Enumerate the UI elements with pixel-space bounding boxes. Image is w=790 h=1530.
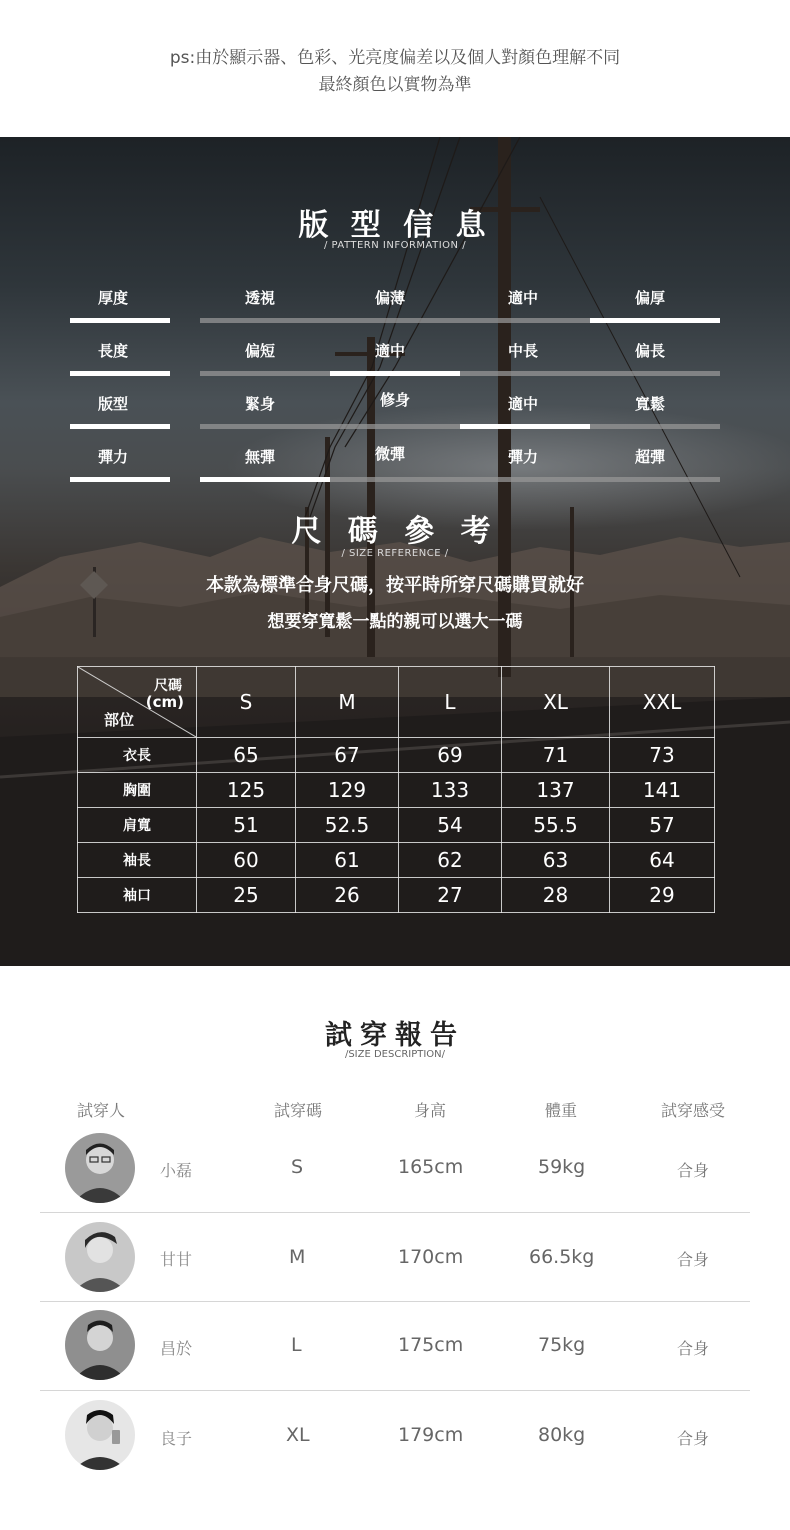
size-value-cell: 65 [197, 738, 296, 773]
size-value-cell: 29 [610, 878, 715, 913]
tester-name: 小磊 [160, 1161, 193, 1180]
pattern-option: 修身 [379, 391, 410, 409]
tester-height: 175cm [398, 1334, 464, 1356]
size-value-cell: 141 [610, 773, 715, 808]
pattern-option: 超彈 [634, 448, 665, 466]
size-table-row [78, 878, 715, 913]
size-header-cell: M [296, 667, 399, 738]
pattern-label-bar [70, 424, 170, 429]
pattern-option: 無彈 [244, 448, 275, 466]
color-disclaimer-line2: 最終顏色以實物為準 [318, 75, 472, 95]
color-disclaimer-line1: ps:由於顯示器、色彩、光亮度偏差以及個人對顏色理解不同 [169, 48, 621, 68]
avatar [65, 1310, 135, 1380]
size-part-cell: 衣長 [78, 738, 197, 773]
pattern-selected-segment [590, 318, 720, 323]
tester-name: 良子 [160, 1429, 193, 1448]
corner-unit-label: (cm) [145, 693, 184, 711]
size-value-cell: 52.5 [296, 808, 399, 843]
pattern-row-label: 版型 [98, 395, 129, 413]
corner-size-label: 尺碼 [154, 678, 182, 694]
pattern-option: 適中 [507, 395, 538, 413]
tester-size: M [289, 1246, 306, 1268]
size-value-cell: 125 [197, 773, 296, 808]
pattern-title: 版 型 信 息 [298, 208, 492, 243]
report-header-feel: 試穿感受 [661, 1101, 726, 1120]
size-header-cell: L [399, 667, 502, 738]
size-table-row [78, 773, 715, 808]
size-value-cell: 25 [197, 878, 296, 913]
row-divider [40, 1212, 750, 1213]
size-value-cell: 64 [610, 843, 715, 878]
tester-size: L [291, 1334, 302, 1356]
tester-weight: 59kg [538, 1156, 586, 1178]
size-part-cell: 胸圍 [78, 773, 197, 808]
pattern-label-bar [70, 371, 170, 376]
size-part-cell: 袖長 [78, 843, 197, 878]
tester-feel: 合身 [677, 1429, 710, 1448]
size-header-cell: S [197, 667, 296, 738]
pattern-option: 微彈 [374, 445, 405, 463]
info-panel [0, 137, 790, 966]
size-value-cell: 61 [296, 843, 399, 878]
size-value-cell: 55.5 [502, 808, 610, 843]
pattern-option: 寬鬆 [634, 395, 665, 413]
size-value-cell: 137 [502, 773, 610, 808]
pattern-option: 透視 [244, 289, 275, 307]
tester-size: XL [286, 1424, 310, 1446]
pattern-row-label: 彈力 [98, 448, 129, 466]
tester-weight: 75kg [538, 1334, 586, 1356]
size-value-cell: 27 [399, 878, 502, 913]
pattern-label-bar [70, 477, 170, 482]
size-table [77, 666, 715, 913]
size-header-cell: XXL [610, 667, 715, 738]
tester-weight: 66.5kg [529, 1246, 595, 1268]
pattern-option: 中長 [507, 342, 538, 360]
size-value-cell: 129 [296, 773, 399, 808]
pattern-option: 適中 [507, 289, 538, 307]
row-divider [40, 1301, 750, 1302]
fitting-report-subtitle: /SIZE DESCRIPTION/ [344, 1049, 446, 1060]
pattern-subtitle: / PATTERN INFORMATION / [323, 240, 467, 251]
size-table-row [78, 808, 715, 843]
size-table-header-row [78, 667, 715, 738]
pattern-row-label: 長度 [98, 342, 129, 360]
pattern-track [200, 371, 720, 376]
size-value-cell: 51 [197, 808, 296, 843]
size-ref-title: 尺 碼 參 考 [291, 514, 499, 549]
pattern-option: 偏厚 [634, 289, 665, 307]
size-part-cell: 袖口 [78, 878, 197, 913]
avatar [65, 1133, 135, 1203]
tester-name: 甘甘 [160, 1250, 193, 1269]
size-value-cell: 69 [399, 738, 502, 773]
row-divider [40, 1390, 750, 1391]
tester-feel: 合身 [677, 1339, 710, 1358]
pattern-option: 適中 [374, 342, 405, 360]
tester-height: 179cm [398, 1424, 464, 1446]
size-value-cell: 63 [502, 843, 610, 878]
size-value-cell: 26 [296, 878, 399, 913]
size-header-cell: XL [502, 667, 610, 738]
size-value-cell: 57 [610, 808, 715, 843]
size-value-cell: 71 [502, 738, 610, 773]
size-advice-line1: 本款為標準合身尺碼，按平時所穿尺碼購買就好 [206, 575, 584, 596]
size-ref-subtitle: / SIZE REFERENCE / [341, 548, 449, 559]
size-table-corner [78, 667, 197, 738]
fitting-report-title: 試穿報告 [325, 1020, 465, 1051]
pattern-option: 偏長 [634, 342, 665, 360]
size-table-row [78, 738, 715, 773]
pattern-selected-segment [200, 477, 330, 482]
size-value-cell: 133 [399, 773, 502, 808]
pattern-option: 偏短 [244, 342, 275, 360]
tester-feel: 合身 [677, 1250, 710, 1269]
size-value-cell: 67 [296, 738, 399, 773]
corner-part-label: 部位 [104, 711, 135, 729]
pattern-selected-segment [330, 371, 460, 376]
avatar [65, 1400, 135, 1470]
tester-size: S [291, 1156, 304, 1178]
report-header-size: 試穿碼 [274, 1101, 323, 1120]
pattern-option: 緊身 [244, 395, 275, 413]
report-header-height: 身高 [414, 1101, 447, 1120]
tester-height: 170cm [398, 1246, 464, 1268]
report-header-person: 試穿人 [77, 1101, 126, 1120]
tester-name: 昌於 [160, 1339, 193, 1358]
size-value-cell: 73 [610, 738, 715, 773]
size-part-cell: 肩寬 [78, 808, 197, 843]
tester-feel: 合身 [677, 1161, 710, 1180]
size-value-cell: 54 [399, 808, 502, 843]
avatar [65, 1222, 135, 1292]
report-header-weight: 體重 [545, 1101, 578, 1120]
pattern-option: 偏薄 [374, 289, 405, 307]
pattern-label-bar [70, 318, 170, 323]
size-value-cell: 28 [502, 878, 610, 913]
tester-weight: 80kg [538, 1424, 586, 1446]
size-value-cell: 60 [197, 843, 296, 878]
size-value-cell: 62 [399, 843, 502, 878]
tester-height: 165cm [398, 1156, 464, 1178]
pattern-row-label: 厚度 [98, 289, 129, 307]
size-table-row [78, 843, 715, 878]
pattern-selected-segment [460, 424, 590, 429]
pattern-option: 彈力 [507, 448, 538, 466]
size-advice-line2: 想要穿寬鬆一點的親可以選大一碼 [267, 612, 523, 632]
